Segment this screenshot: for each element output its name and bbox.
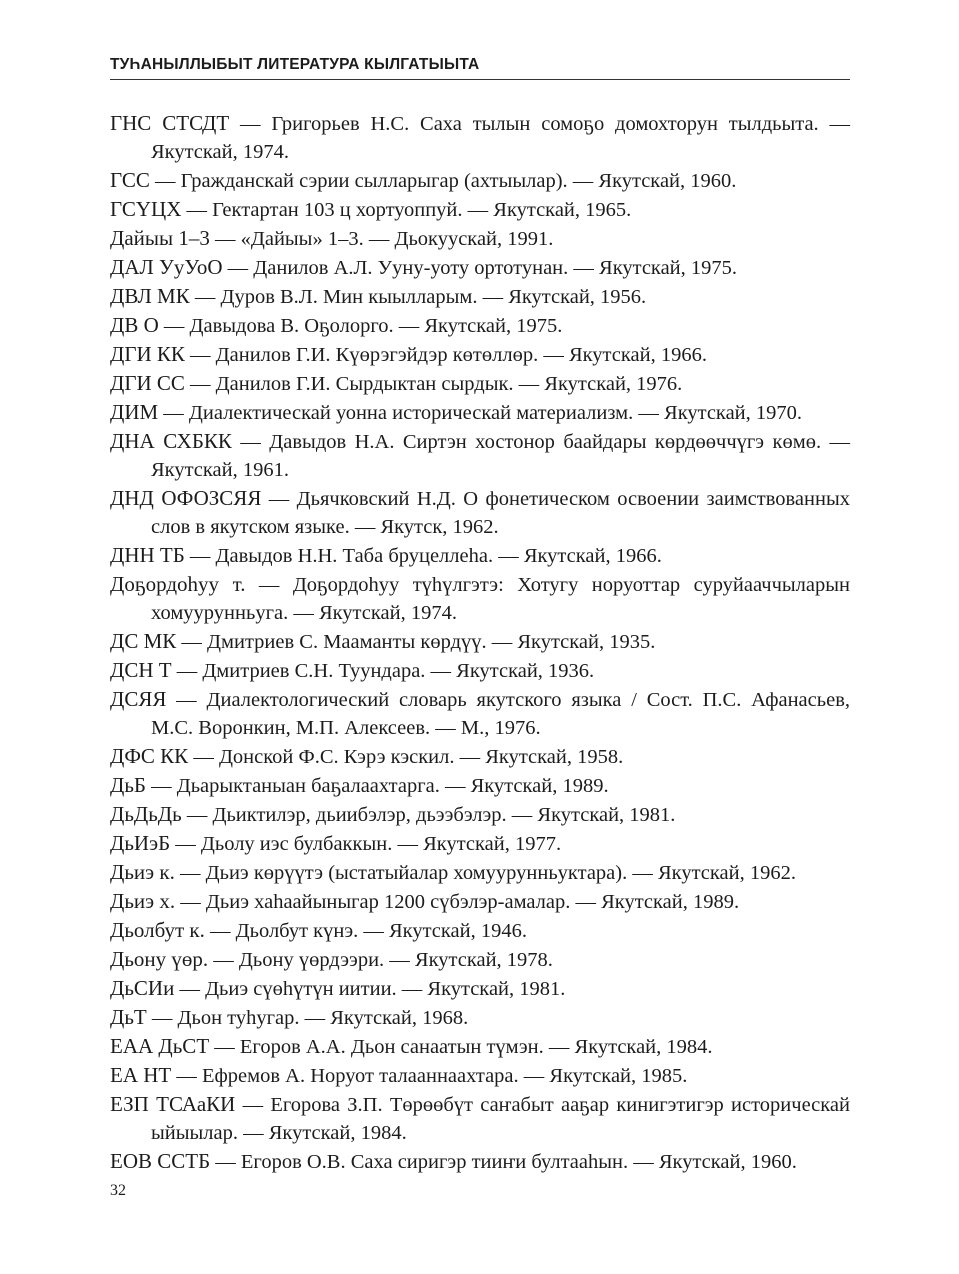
abbreviation-entry: ЕЗП ТСАаКИ — Егорова З.П. Төрөөбүт саҥабыт ааҕар кинигэтигэр историческай ыйыылар. — Якутскай, 1984. [110,1092,851,1144]
entry-description: Дьиэ көрүүтэ (ыстатыйалар хомуурунньуктара). — Якутскай, 1962. [205,862,796,884]
entry-abbreviation: ДВ О [110,313,159,337]
entry-description: Дмитриев С. Мааманты көрдүү. — Якутскай, 1935. [207,631,656,653]
entry-abbreviation: ЕА НТ [110,1063,172,1087]
abbreviation-entry: ЕА НТ — Ефремов А. Норуот талааннаахтара. — Якутскай, 1985. [110,1063,688,1087]
entry-abbreviation: Доҕордоһуу т. [110,572,246,596]
entry-abbreviation: ДАЛ УуУоО [110,255,223,279]
entry-description: Данилов Г.И. Күөрэгэйдэр көтөллөр. — Якутскай, 1966. [215,344,707,366]
entry-abbreviation: Дьолбут к. [110,918,205,942]
page-number: 32 [110,1182,126,1199]
abbreviation-entry: ДФС КК — Донской Ф.С. Кэрэ кэскил. — Якутскай, 1958. [110,744,624,768]
entry-description: Данилов Г.И. Сырдыктан сырдык. — Якутскай, 1976. [215,373,683,395]
abbreviation-entry: Дьиэ к. — Дьиэ көрүүтэ (ыстатыйалар хомуурунньуктара). — Якутскай, 1962. [110,860,796,884]
entry-description: «Дайыы» 1–3. — Дьокуускай, 1991. [240,228,554,250]
abbreviation-entry: ДГИ КК — Данилов Г.И. Күөрэгэйдэр көтөллөр. — Якутскай, 1966. [110,342,707,366]
entry-description: Данилов А.Л. Ууну-уоту ортотунан. — Якутскай, 1975. [253,257,738,279]
entry-abbreviation: ДНД ОФОЗСЯЯ [110,486,262,510]
entry-abbreviation: ЕАА ДьСТ [110,1034,210,1058]
entry-description: Давыдов Н.Н. Таба бруцеллеһа. — Якутскай, 1966. [215,545,662,567]
entry-description: Дьолбут күнэ. — Якутскай, 1946. [235,920,527,942]
abbreviation-entry: ГНС СТСДТ — Григорьев Н.С. Саха тылын сомоҕо домохторун тылдьыта. — Якутскай, 1974. [110,111,851,163]
entry-description: Донской Ф.С. Кэрэ кэскил. — Якутскай, 1958. [218,746,624,768]
abbreviation-entry: ДНД ОФОЗСЯЯ — Дьячковский Н.Д. О фонетическом освоении заимствованных слов в якутском языке. — Якутск, 1962. [110,486,850,538]
entry-description: Дьолу иэс булбаккын. — Якутскай, 1977. [200,833,562,855]
entry-abbreviation: ГСҮЦХ [110,197,182,221]
entry-abbreviation: ДИМ [110,400,159,424]
entry-abbreviation: ЕОВ ССТБ [110,1149,211,1173]
abbreviation-entry: Дьону үөр. — Дьону үөрдээри. — Якутскай, 1978. [110,947,553,971]
abbreviation-entry: ДИМ — Диалектическай уонна историческай материализм. — Якутскай, 1970. [110,400,803,424]
entry-abbreviation: ДВЛ МК [110,284,190,308]
header-title: ТУҺАНЫЛЛЫБЫТ ЛИТЕРАТУРА КЫЛГАТЫЫТА [110,56,480,73]
entry-description: Доҕордоһуу түһүлгэтэ: Хотугу норуоттар суруйааччыларын хомуурунньуга. — Якутскай, 1974. [151,574,850,624]
abbreviation-entry: ДНА СХБКК — Давыдов Н.А. Сиртэн хостонор баайдары көрдөөччүгэ көмө. — Якутскай, 1961. [110,429,851,481]
entry-description: Дьиэ хаһаайыныгар 1200 сүбэлэр-амалар. — Якутскай, 1989. [205,891,740,913]
abbreviation-entry: ДВЛ МК — Дуров В.Л. Мин кыылларым. — Якутскай, 1956. [110,284,647,308]
entry-abbreviation: ДНА СХБКК [110,429,232,453]
entry-description: Гектартан 103 ц хортуоппуй. — Якутскай, 1965. [212,199,632,221]
entry-abbreviation: ДьДьДь [110,802,182,826]
abbreviation-list [110,109,850,1176]
entry-abbreviation: Дайыы 1–3 [110,226,210,250]
entry-description: Егоров О.В. Саха сиригэр тииҥи бултааһын. — Якутскай, 1960. [240,1151,797,1173]
entry-description: Егорова З.П. Төрөөбүт саҥабыт ааҕар кинигэтигэр историческай ыйыылар. — Якутскай, 1984. [151,1094,851,1144]
abbreviation-entry: ДВ О — Давыдова В. Оҕолорго. — Якутскай, 1975. [110,313,563,337]
abbreviation-entry: ДСН Т — Дмитриев С.Н. Туундара. — Якутскай, 1936. [110,658,595,682]
abbreviation-entry: Доҕордоһуу т. — Доҕордоһуу түһүлгэтэ: Хотугу норуоттар суруйааччыларын хомуурунньуга. — Якутскай, 1974. [110,572,850,624]
entry-abbreviation: ДНН ТБ [110,543,185,567]
entry-description: Дьарыктаныан баҕалаахтарга. — Якутскай, 1989. [176,775,609,797]
abbreviation-entry: ДС МК — Дмитриев С. Мааманты көрдүү. — Якутскай, 1935. [110,629,656,653]
entry-abbreviation: ДСН Т [110,658,172,682]
entry-abbreviation: Дьиэ к. [110,860,175,884]
entry-abbreviation: ДьСИи [110,976,175,1000]
entry-description: Диалектологический словарь якутского языка / Сост. П.С. Афанасьев, М.С. Воронкин, М.П. Алексеев. — М., 1976. [151,689,851,739]
entry-abbreviation: ГНС СТСДТ [110,111,230,135]
entry-abbreviation: ЕЗП ТСАаКИ [110,1092,236,1116]
abbreviation-entry: ГСС — Гражданскай сэрии сылларыгар (ахтыылар). — Якутскай, 1960. [110,168,737,192]
entry-abbreviation: ДСЯЯ [110,687,167,711]
entry-description: Дьиктилэр, дьиибэлэр, дьээбэлэр. — Якутскай, 1981. [212,804,676,826]
entry-abbreviation: ДьИэБ [110,831,171,855]
entry-description: Дмитриев С.Н. Туундара. — Якутскай, 1936. [202,660,595,682]
abbreviation-entry: Дьиэ х. — Дьиэ хаһаайыныгар 1200 сүбэлэр-амалар. — Якутскай, 1989. [110,889,740,913]
entry-description: Дьону үөрдээри. — Якутскай, 1978. [238,949,553,971]
abbreviation-entry: ДьТ — Дьон туһугар. — Якутскай, 1968. [110,1005,469,1029]
abbreviation-entry: ДьДьДь — Дьиктилэр, дьиибэлэр, дьээбэлэр. — Якутскай, 1981. [110,802,676,826]
entry-description: Ефремов А. Норуот талааннаахтара. — Якутскай, 1985. [202,1065,688,1087]
abbreviation-entry: ДГИ СС — Данилов Г.И. Сырдыктан сырдык. — Якутскай, 1976. [110,371,683,395]
entry-description: Григорьев Н.С. Саха тылын сомоҕо домохторун тылдьыта. — Якутскай, 1974. [151,113,851,163]
entry-description: Гражданскай сэрии сылларыгар (ахтыылар). — Якутскай, 1960. [180,170,737,192]
entry-abbreviation: ДГИ СС [110,371,185,395]
entry-description: Дуров В.Л. Мин кыылларым. — Якутскай, 1956. [220,286,647,308]
entry-description: Дьячковский Н.Д. О фонетическом освоении заимствованных слов в якутском языке. — Якутск, 1962. [151,488,850,538]
entry-abbreviation: ДьБ [110,773,146,797]
entry-description: Дьиэ сүөһүтүн иитии. — Якутскай, 1981. [205,978,566,1000]
abbreviation-entry: ЕАА ДьСТ — Егоров А.А. Дьон санаатын түмэн. — Якутскай, 1984. [110,1034,713,1058]
abbreviation-entry: ДьСИи — Дьиэ сүөһүтүн иитии. — Якутскай, 1981. [110,976,566,1000]
running-header [110,56,850,80]
entry-abbreviation: ДьТ [110,1005,147,1029]
entry-description: Диалектическай уонна историческай материализм. — Якутскай, 1970. [188,402,803,424]
entry-abbreviation: Дьону үөр. [110,947,209,971]
entry-abbreviation: ДС МК [110,629,177,653]
abbreviation-entry: Дьолбут к. — Дьолбут күнэ. — Якутскай, 1946. [110,918,527,942]
abbreviation-entry: ДСЯЯ — Диалектологический словарь якутского языка / Сост. П.С. Афанасьев, М.С. Воронкин, М.П. Алексеев. — М., 1976. [110,687,851,739]
abbreviation-entry: ГСҮЦХ — Гектартан 103 ц хортуоппуй. — Якутскай, 1965. [110,197,632,221]
entry-description: Дьон туһугар. — Якутскай, 1968. [177,1007,469,1029]
entry-description: Давыдов Н.А. Сиртэн хостонор баайдары көрдөөччүгэ көмө. — Якутскай, 1961. [151,431,851,481]
abbreviation-entry: Дайыы 1–3 — «Дайыы» 1–3. — Дьокуускай, 1991. [110,226,554,250]
entry-abbreviation: ГСС [110,168,150,192]
entry-abbreviation: ДГИ КК [110,342,185,366]
abbreviation-entry: ДАЛ УуУоО — Данилов А.Л. Ууну-уоту ортотунан. — Якутскай, 1975. [110,255,738,279]
entry-description: Егоров А.А. Дьон санаатын түмэн. — Якутскай, 1984. [239,1036,713,1058]
abbreviation-entry: ЕОВ ССТБ — Егоров О.В. Саха сиригэр тииҥи бултааһын. — Якутскай, 1960. [110,1149,797,1173]
entry-abbreviation: ДФС КК [110,744,189,768]
abbreviation-entry: ДьБ — Дьарыктаныан баҕалаахтарга. — Якутскай, 1989. [110,773,609,797]
abbreviation-entry: ДьИэБ — Дьолу иэс булбаккын. — Якутскай, 1977. [110,831,562,855]
abbreviation-entry: ДНН ТБ — Давыдов Н.Н. Таба бруцеллеһа. — Якутскай, 1966. [110,543,662,567]
entry-description: Давыдова В. Оҕолорго. — Якутскай, 1975. [189,315,563,337]
entry-abbreviation: Дьиэ х. [110,889,176,913]
